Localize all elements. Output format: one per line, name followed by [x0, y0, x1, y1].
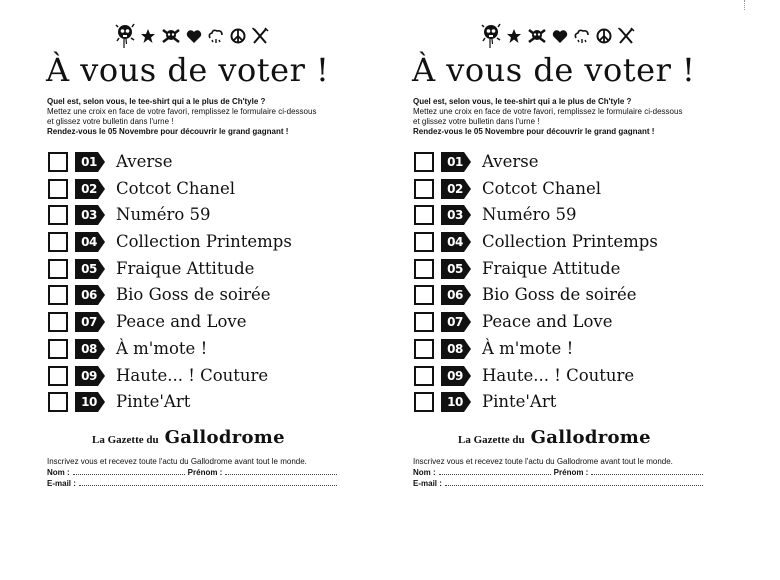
vote-checkbox[interactable]: [48, 285, 68, 305]
heart-icon: [552, 29, 568, 44]
item-number: 10: [447, 395, 463, 410]
vote-list: [48, 151, 348, 418]
item-label: Averse: [116, 152, 173, 171]
item-label: Haute... ! Couture: [116, 365, 269, 385]
number-tag: [75, 339, 105, 359]
firstname-label: Prénom :: [553, 468, 589, 477]
item-label: À m'mote !: [482, 338, 574, 358]
item-number: 10: [81, 395, 97, 410]
vote-checkbox[interactable]: [414, 205, 434, 225]
vote-checkbox[interactable]: [48, 392, 68, 412]
item-label: Pinte'Art: [116, 392, 191, 412]
item-label: À m'mote !: [116, 338, 208, 358]
heart-icon: [186, 29, 202, 44]
email-field[interactable]: [445, 478, 703, 486]
number-tag: [441, 392, 471, 412]
vote-checkbox[interactable]: [48, 152, 68, 172]
vote-item: [48, 284, 348, 311]
vote-checkbox[interactable]: [48, 205, 68, 225]
gazette-small-text: La Gazette du: [92, 434, 159, 446]
vote-item: [414, 311, 714, 338]
vote-item: [414, 204, 714, 231]
number-tag: [441, 312, 471, 332]
item-label: Fraique Attitude: [482, 258, 621, 278]
item-number: 08: [447, 341, 463, 356]
splatter-skull-icon: [115, 22, 135, 50]
intro-date: Rendez-vous le 05 Novembre pour découvrir le grand gagnant !: [47, 127, 289, 136]
item-label: Pinte'Art: [482, 392, 557, 412]
name-row: [47, 467, 347, 478]
vote-item: [414, 391, 714, 418]
vote-checkbox[interactable]: [48, 312, 68, 332]
ballot-left: [0, 0, 360, 580]
intro-text: [47, 97, 357, 137]
vote-checkbox[interactable]: [414, 312, 434, 332]
intro-instruction-1: Mettez une croix en face de votre favori, remplissez le formulaire ci-dessous: [413, 107, 683, 116]
icon-strip: [481, 22, 635, 50]
vote-item: [48, 365, 348, 392]
vote-item: [414, 365, 714, 392]
item-label: Averse: [482, 152, 539, 171]
number-tag: [441, 366, 471, 386]
gazette-small-text: La Gazette du: [458, 434, 525, 446]
cloud-sparkle-icon: [573, 28, 591, 44]
intro-question: Quel est, selon vous, le tee-shirt qui a le plus de Ch'tyle ?: [47, 97, 266, 106]
crossed-cutlery-icon: [617, 27, 635, 45]
intro-question: Quel est, selon vous, le tee-shirt qui a le plus de Ch'tyle ?: [413, 97, 632, 106]
item-number: 03: [81, 208, 97, 223]
cloud-sparkle-icon: [207, 28, 225, 44]
vote-item: [48, 258, 348, 285]
item-label: Collection Printemps: [116, 232, 292, 252]
vote-item: [48, 178, 348, 205]
number-tag: [75, 179, 105, 199]
item-number: 06: [81, 288, 97, 303]
item-number: 01: [81, 155, 97, 169]
item-number: 07: [81, 315, 97, 330]
number-tag: [75, 285, 105, 305]
peace-icon: [230, 28, 246, 44]
skull-crossbones-icon: [527, 28, 547, 44]
signup-form: [47, 456, 347, 489]
number-tag: [75, 366, 105, 386]
icon-strip: [115, 22, 269, 50]
vote-checkbox[interactable]: [414, 392, 434, 412]
name-label: Nom :: [413, 468, 436, 477]
vote-item: [48, 204, 348, 231]
vote-item: [48, 338, 348, 365]
item-number: 06: [447, 288, 463, 303]
intro-instruction-2: et glissez votre bulletin dans l'urne !: [47, 117, 174, 126]
ballot-right: [366, 0, 726, 580]
item-number: 01: [447, 155, 463, 169]
item-number: 04: [81, 235, 97, 250]
number-tag: [75, 392, 105, 412]
page-title: À vous de voter !: [46, 51, 330, 89]
number-tag: [441, 339, 471, 359]
item-number: 02: [447, 181, 463, 196]
number-tag: [75, 312, 105, 332]
firstname-field[interactable]: [591, 467, 703, 475]
number-tag: [441, 205, 471, 225]
item-number: 08: [81, 341, 97, 356]
vote-item: [414, 338, 714, 365]
vote-checkbox[interactable]: [48, 179, 68, 199]
item-label: Bio Goss de soirée: [116, 285, 271, 305]
email-row: [413, 478, 713, 489]
number-tag: [75, 232, 105, 252]
vote-item: [414, 231, 714, 258]
star-icon: [506, 28, 522, 44]
item-number: 09: [447, 368, 463, 383]
star-icon: [140, 28, 156, 44]
item-label: Collection Printemps: [482, 232, 658, 252]
item-label: Numéro 59: [482, 205, 577, 225]
gazette-name: Gallodrome: [164, 427, 285, 448]
item-label: Cotcot Chanel: [116, 178, 235, 198]
item-label: Bio Goss de soirée: [482, 285, 637, 305]
number-tag: [75, 152, 105, 172]
gazette-logo: [458, 427, 651, 448]
signup-text: Inscrivez vous et recevez toute l'actu du Gallodrome avant tout le monde.: [413, 457, 673, 466]
vote-checkbox[interactable]: [48, 232, 68, 252]
intro-date: Rendez-vous le 05 Novembre pour découvrir le grand gagnant !: [413, 127, 655, 136]
name-field[interactable]: [439, 467, 551, 475]
intro-instruction-1: Mettez une croix en face de votre favori, remplissez le formulaire ci-dessous: [47, 107, 317, 116]
item-label: Numéro 59: [116, 205, 211, 225]
vote-item: [414, 178, 714, 205]
vote-item: [414, 258, 714, 285]
item-number: 04: [447, 235, 463, 250]
item-label: Peace and Love: [482, 312, 613, 332]
item-label: Cotcot Chanel: [482, 178, 601, 198]
firstname-label: Prénom :: [187, 468, 223, 477]
number-tag: [75, 259, 105, 279]
signup-form: [413, 456, 713, 489]
vote-item: [48, 391, 348, 418]
vote-item: [48, 231, 348, 258]
vote-checkbox[interactable]: [414, 339, 434, 359]
item-label: Fraique Attitude: [116, 258, 255, 278]
crossed-cutlery-icon: [251, 27, 269, 45]
number-tag: [441, 179, 471, 199]
name-label: Nom :: [47, 468, 70, 477]
name-field[interactable]: [73, 467, 185, 475]
number-tag: [75, 205, 105, 225]
intro-text: [413, 97, 723, 137]
vote-checkbox[interactable]: [414, 285, 434, 305]
intro-instruction-2: et glissez votre bulletin dans l'urne !: [413, 117, 540, 126]
vote-item: [414, 284, 714, 311]
item-number: 07: [447, 315, 463, 330]
firstname-field[interactable]: [225, 467, 337, 475]
vote-checkbox[interactable]: [414, 366, 434, 386]
number-tag: [441, 259, 471, 279]
name-row: [413, 467, 713, 478]
gazette-name: Gallodrome: [530, 427, 651, 448]
item-label: Haute... ! Couture: [482, 365, 635, 385]
item-number: 09: [81, 368, 97, 383]
item-number: 05: [81, 261, 97, 276]
vote-checkbox[interactable]: [414, 179, 434, 199]
vote-checkbox[interactable]: [48, 339, 68, 359]
vote-checkbox[interactable]: [414, 232, 434, 252]
number-tag: [441, 152, 471, 172]
email-row: [47, 478, 347, 489]
item-number: 05: [447, 261, 463, 276]
vote-checkbox[interactable]: [414, 152, 434, 172]
vote-list: [414, 151, 714, 418]
vote-item: [48, 151, 348, 178]
vote-checkbox[interactable]: [48, 366, 68, 386]
email-label: E-mail :: [47, 479, 76, 488]
crop-mark: [744, 0, 745, 10]
email-field[interactable]: [79, 478, 337, 486]
vote-item: [414, 151, 714, 178]
gazette-logo: [92, 427, 285, 448]
peace-icon: [596, 28, 612, 44]
page-title: À vous de voter !: [412, 51, 696, 89]
item-number: 03: [447, 208, 463, 223]
vote-checkbox[interactable]: [414, 259, 434, 279]
splatter-skull-icon: [481, 22, 501, 50]
signup-text: Inscrivez vous et recevez toute l'actu du Gallodrome avant tout le monde.: [47, 457, 307, 466]
vote-item: [48, 311, 348, 338]
item-number: 02: [81, 181, 97, 196]
number-tag: [441, 285, 471, 305]
vote-checkbox[interactable]: [48, 259, 68, 279]
skull-crossbones-icon: [161, 28, 181, 44]
number-tag: [441, 232, 471, 252]
item-label: Peace and Love: [116, 312, 247, 332]
email-label: E-mail :: [413, 479, 442, 488]
